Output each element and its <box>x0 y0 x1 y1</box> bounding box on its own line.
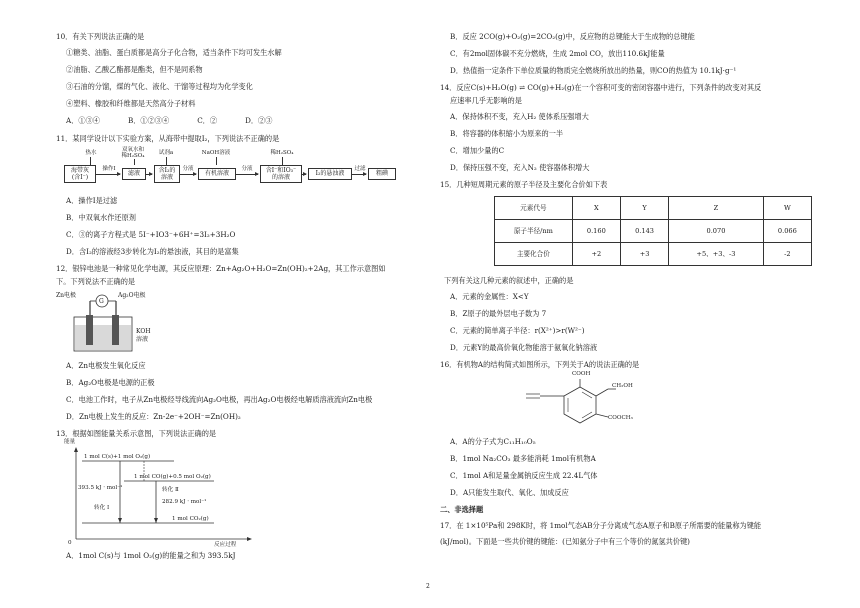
flow-box-iodide-iodate: 含I⁻和IO₃⁻ 的溶液 <box>260 165 302 183</box>
q10-item-4: ④塑料、橡胶和纤维都是天然高分子材料 <box>66 99 196 108</box>
q16-option-a: A．A的分子式为C₁₁H₁₀O₅ <box>450 437 536 446</box>
table-cell: 元素代号 <box>495 197 573 220</box>
q11-option-a: A．操作I是过滤 <box>66 196 118 205</box>
q16-structure-figure <box>520 373 650 431</box>
table-cell: -2 <box>763 243 811 266</box>
q14-option-a: A．保持体积不变，充入H₂ 使体系压强增大 <box>450 112 589 121</box>
flow-arrow-2 <box>146 174 152 175</box>
page-number: 2 <box>426 583 430 590</box>
q11-stem: 11．某同学设计以下实验方案，从海带中提取I₂，下列说法不正确的是 <box>56 134 280 143</box>
q14-option-b: B．将容器的体积缩小为原来的一半 <box>450 129 564 138</box>
flow-arrow-label-sep2: 分液 <box>241 166 253 172</box>
flow-box-seaweed-ash: 海带灰 (含I⁻) <box>64 165 96 183</box>
q16-stem: 16．有机物A的结构简式如图所示，下列关于A的说法正确的是 <box>440 360 640 369</box>
q15-option-c: C．元素的简单离子半径：r(X²⁺)>r(W²⁻) <box>450 326 585 335</box>
q12-option-d: D．Zn电极上发生的反应：Zn-2e⁻+2OH⁻=Zn(OH)₂ <box>66 412 241 421</box>
flow-label-h2o2: 双氧水和 稀H₂SO₄ <box>121 147 145 159</box>
flow-arrow-5 <box>302 174 306 175</box>
q13-stem: 13．根据如图能量关系示意图，下列说法正确的是 <box>56 429 217 438</box>
zn-electrode-label: Zn电极 <box>56 292 77 299</box>
q13-option-d: D．热值指一定条件下单位质量的物质完全燃烧所放出的热量，则CO的热值为 10.1kJ·g⁻¹ <box>450 66 737 75</box>
q17-line1: 17．在 1×10⁵Pa和 298K时，将 1mol气态AB分子分离成气态A原子和B原子所需要的能量称为键能 <box>440 521 762 530</box>
level-mid-label: 1 mol CO(g)+0.5 mol O₂(g) <box>134 474 211 480</box>
transform-2-label: 转化 Ⅱ <box>162 487 179 493</box>
origin-label: 0 <box>68 540 72 546</box>
q15-option-b: B．Z原子的最外层电子数为 7 <box>450 309 547 318</box>
table-row <box>495 243 812 266</box>
cooch3-label: COOCH₃ <box>608 415 633 421</box>
table-row <box>495 220 812 243</box>
flow-box-filtrate: 滤液 <box>122 168 146 180</box>
q12-stem-line2: 下。下列说法不正确的是 <box>56 277 136 286</box>
table-cell: X <box>572 197 620 220</box>
q13-option-b: B．反应 2CO(g)+O₂(g)=2CO₂(g)中，反应物的总键能大于生成物的总键能 <box>450 32 695 41</box>
flow-drop-3 <box>166 157 167 165</box>
left-column <box>56 32 424 568</box>
q17-line2: (kJ/mol)。下面是一些共价键的键能：(已知氨分子中有三个等价的氮氢共价键) <box>440 537 690 546</box>
table-cell: +3 <box>620 243 668 266</box>
q10-stem: 10．有关下列说法正确的是 <box>56 32 145 41</box>
flow-drop-5 <box>282 157 283 165</box>
q14-stem-line1: 14．反应C(s)+H₂O(g) ⇌ CO(g)+H₂(g)在一个容积可变的密闭容器中进行，下列条件的改变对其反 <box>440 83 762 92</box>
energy-axis-label: 能量 <box>64 439 76 445</box>
q16-option-b: B．1mol Na₂CO₃ 最多能消耗 1mol有机物A <box>450 454 596 463</box>
q10-option-c: C．② <box>197 116 218 125</box>
q12-option-a: A．Zn电极发生氧化反应 <box>66 361 146 370</box>
q14-option-d: D．保持压强不变，充入N₂ 使容器体积增大 <box>450 163 590 172</box>
flow-drop-4 <box>216 157 217 165</box>
q14-option-c: C．增加少量的C <box>450 146 505 155</box>
q16-option-c: C．1mol A和足量金属钠反应生成 22.4L气体 <box>450 471 598 480</box>
table-cell: W <box>763 197 811 220</box>
galvanometer-label: G <box>99 298 104 305</box>
flow-arrow-4 <box>236 174 258 175</box>
q16-option-d: D．A只能发生取代、氧化、加成反应 <box>450 488 569 497</box>
table-cell: +5、+3、-3 <box>669 243 764 266</box>
flow-box-organic: 有机溶液 <box>198 168 236 180</box>
q11-option-c: C．③的离子方程式是 5I⁻+IO3⁻+6H⁺=3I₂+3H₂O <box>66 230 236 239</box>
flow-label-naoh: NaOH溶液 <box>201 150 231 156</box>
q10-item-2: ②油脂、乙酸乙酯都是酯类，但不是同系物 <box>66 65 203 74</box>
delta-2-label: 282.9 kJ · mol⁻¹ <box>162 499 207 505</box>
delta-total-label: 393.5 kJ · mol⁻¹ <box>78 485 123 491</box>
q11-option-d: D．含I₂的溶液经3步转化为I₂的悬浊液，其目的是富集 <box>66 247 239 256</box>
q13-energy-diagram <box>64 439 254 548</box>
q11-flow-diagram <box>64 147 404 190</box>
table-header-row <box>495 197 812 220</box>
table-cell: 主要化合价 <box>495 243 573 266</box>
flow-arrow-label-filter: 过滤 <box>354 166 366 172</box>
table-cell: 0.066 <box>763 220 811 243</box>
q12-stem-line1: 12．银锌电池是一种常见化学电源，其反应原理：Zn+Ag₂O+H₂O=Zn(OH)₂+2Ag，其工作示意图如 <box>56 264 386 273</box>
table-cell: 0.143 <box>620 220 668 243</box>
energy-axes <box>64 445 254 545</box>
flow-box-crude-iodine: 粗碘 <box>368 168 396 180</box>
q10-option-b: B．①②③④ <box>127 116 170 125</box>
table-cell: 0.070 <box>669 220 764 243</box>
q13-option-a: A．1mol C(s)与 1mol O₂(g)的能量之和为 393.5kJ <box>66 551 236 560</box>
cooh-label: COOH <box>572 371 591 377</box>
ag2o-electrode-label: Ag₂O电极 <box>118 292 146 299</box>
q15-element-table <box>494 196 812 266</box>
q15-stem: 15．几种短周期元素的原子半径及主要化合价如下表 <box>440 180 608 189</box>
q15-option-a: A．元素的金属性：X<Y <box>450 292 529 301</box>
q10-options <box>56 116 424 126</box>
electrolyte-label-2: 溶液 <box>136 336 149 343</box>
flow-box-i2-suspension: I₂的悬浊液 <box>308 168 352 180</box>
table-cell: Y <box>620 197 668 220</box>
q10-item-3: ③石油的分馏，煤的气化、液化、干馏等过程均为化学变化 <box>66 82 253 91</box>
transform-1-label: 转化 Ⅰ <box>94 505 110 511</box>
flow-arrow-1 <box>96 174 120 175</box>
q12-option-b: B．Ag₂O电极是电源的正极 <box>66 378 155 387</box>
q15-sub: 下列有关这几种元素的叙述中，正确的是 <box>444 276 574 285</box>
q15-option-d: D．元素Y的最高价氧化物能溶于氨氧化钠溶液 <box>450 343 598 352</box>
table-cell: Z <box>669 197 764 220</box>
q10-item-1: ①糖类、油脂、蛋白质都是高分子化合物，适当条件下均可发生水解 <box>66 48 282 57</box>
flow-label-reagent-a: 试剂a <box>158 150 174 156</box>
q14-stem-line2: 应速率几乎无影响的是 <box>450 96 522 105</box>
right-column <box>440 32 812 550</box>
battery-drawing <box>64 293 174 355</box>
flow-box-i2-solution: 含I₂的 溶液 <box>154 165 180 183</box>
flow-arrow-label-op1: 操作I <box>102 166 116 172</box>
q13-option-c: C．有2mol固体碳不充分燃烧，生成 2mol CO，放出110.6kJ能量 <box>450 49 665 58</box>
reaction-axis-label: 反应过程 <box>214 542 237 548</box>
level-top-label: 1 mol C(s)+1 mol O₂(g) <box>84 454 151 460</box>
flow-drop-1 <box>90 157 91 165</box>
flow-arrow-3 <box>180 174 196 175</box>
level-bottom-label: 1 mol CO₂(g) <box>172 516 209 522</box>
section-heading: 二、非选择题 <box>440 505 484 514</box>
electrolyte-label-1: KOH <box>136 328 151 335</box>
q10-option-a: A．①③④ <box>66 116 100 125</box>
q12-battery-figure <box>56 292 174 355</box>
q12-option-c: C．电池工作时，电子从Zn电极经导线流向Ag₂O电极，再出Ag₂O电极经电解质溶液流向Zn电极 <box>66 395 373 404</box>
ch2oh-label: CH₂OH <box>612 383 633 389</box>
table-cell: 原子半径/nm <box>495 220 573 243</box>
q11-option-b: B．中双氧水作还原剂 <box>66 213 136 222</box>
flow-drop-2 <box>134 159 135 165</box>
table-cell: 0.160 <box>572 220 620 243</box>
table-cell: +2 <box>572 243 620 266</box>
flow-label-hot-water: 热水 <box>85 150 97 156</box>
q10-option-d: D．②③ <box>245 116 273 125</box>
flow-label-h2so4: 稀H₂SO₄ <box>270 150 294 156</box>
flow-arrow-6 <box>352 174 366 175</box>
flow-arrow-label-sep1: 分液 <box>182 166 194 172</box>
